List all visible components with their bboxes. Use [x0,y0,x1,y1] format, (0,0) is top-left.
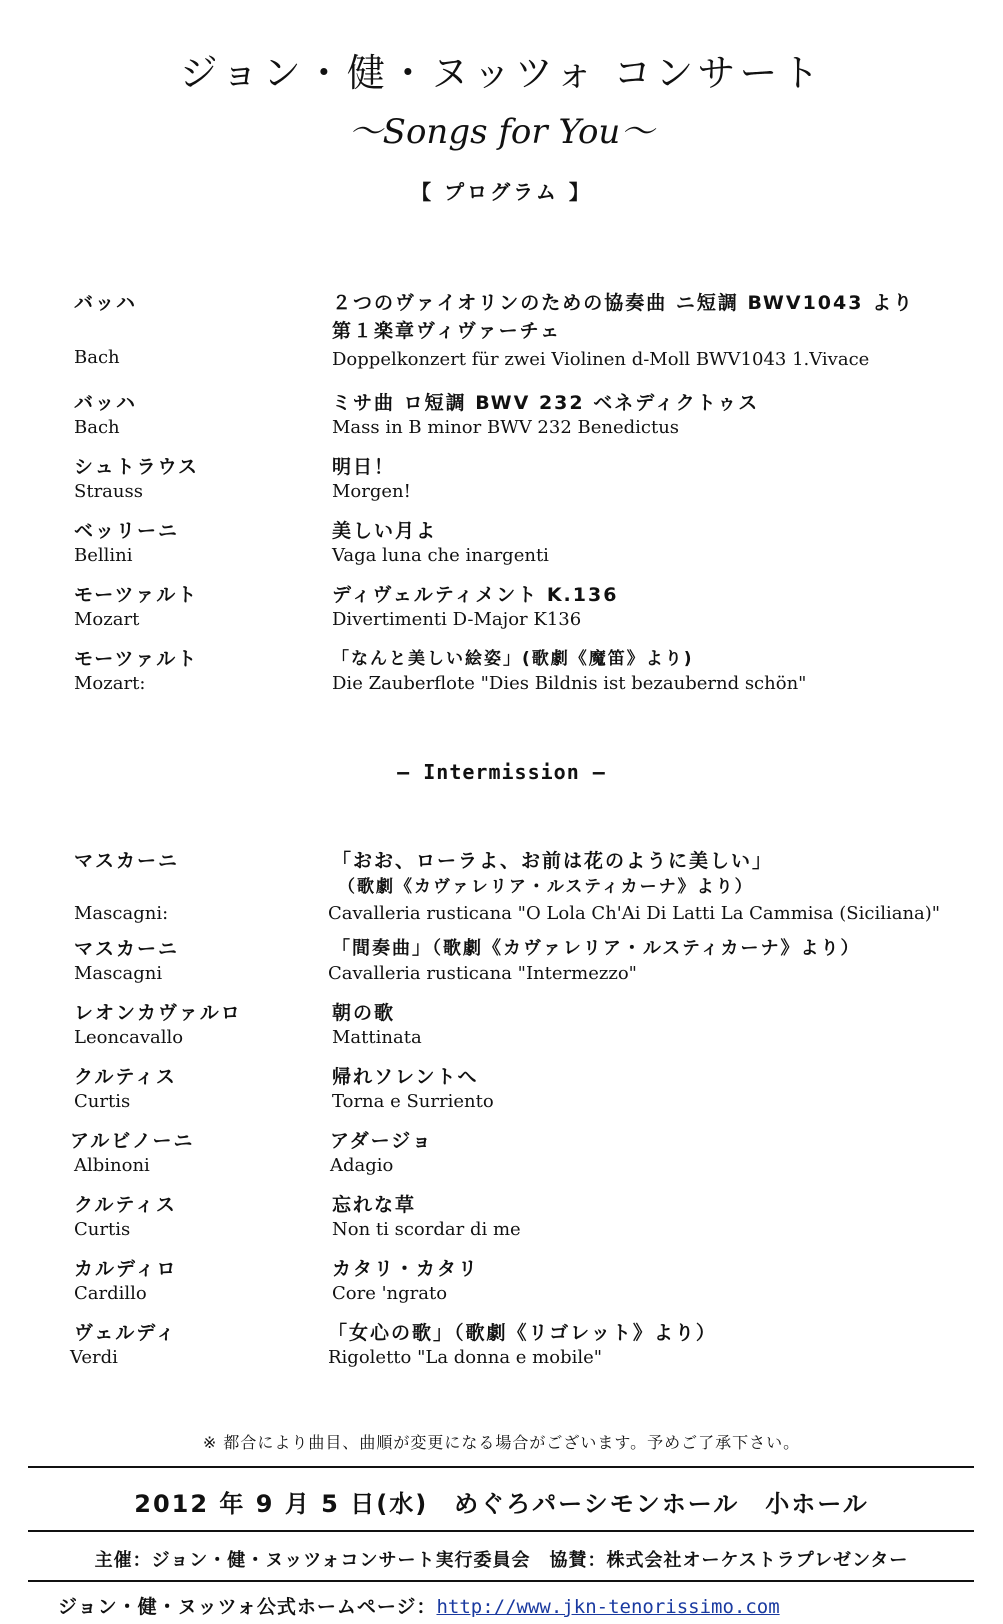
concert-title: ジョン・健・ヌッツォ コンサート [179,51,824,95]
work-jp: 「女心の歌」（歌劇《リゴレット》より） [328,1322,717,1344]
homepage-link[interactable]: http://www.jkn-tenorissimo.com [436,1596,780,1618]
composer-en: Bellini [74,545,133,566]
work-en: Mattinata [332,1027,422,1048]
composer-jp: バッハ [74,392,138,414]
divider [28,1530,974,1532]
work-en: Cavalleria rusticana "Intermezzo" [328,963,637,984]
work-jp: ディヴェルティメント K.136 [332,584,619,606]
composer-jp: ベッリーニ [74,520,180,542]
composer-en: Albinoni [74,1155,150,1176]
composer-en: Verdi [70,1347,118,1368]
composer-jp: モーツァルト [74,584,199,606]
work-jp: 美しい月よ [332,520,438,542]
work-jp-line2: 第１楽章ヴィヴァーチェ [332,320,562,342]
composer-jp: クルティス [74,1194,177,1216]
program-change-notice: ※ 都合により曲目、曲順が変更になる場合がございます。予めご了承下さい。 [202,1433,801,1452]
divider [28,1466,974,1468]
composer-en: Strauss [74,481,143,502]
work-jp: アダージョ [330,1130,433,1152]
work-en: Non ti scordar di me [332,1219,521,1240]
composer-jp: シュトラウス [74,456,200,478]
work-en: Core 'ngrato [332,1283,448,1304]
work-jp: 明日！ [332,456,396,478]
work-en: Mass in B minor BWV 232 Benedictus [332,417,680,438]
concert-subtitle: 〜Songs for You〜 [348,112,655,152]
homepage-line [58,1592,780,1619]
program-heading: 【 プログラム 】 [411,180,592,204]
composer-en: Curtis [74,1091,131,1112]
work-jp: 「おお、ローラよ、お前は花のように美しい」 [332,850,774,872]
composer-en: Mozart [74,609,140,630]
composer-jp: マスカーニ [74,850,180,872]
work-jp: 「間奏曲」（歌劇《カヴァレリア・ルスティカーナ》より） [332,938,861,959]
composer-en: Mascagni [74,963,163,984]
composer-jp: マスカーニ [74,938,180,960]
work-jp: ２つのヴァイオリンのための協奏曲 ニ短調 BWV1043 より [332,292,915,314]
date-venue: 2012 年 9 月 5 日(水) めぐろパーシモンホール 小ホール [134,1490,869,1518]
work-en: Vaga luna che inargenti [332,545,549,566]
work-en: Doppelkonzert für zwei Violinen d-Moll BWV1043 1.Vivace [332,349,870,370]
composer-en: Curtis [74,1219,131,1240]
work-jp: 帰れソレントへ [332,1066,479,1088]
work-en: Torna e Surriento [332,1091,494,1112]
work-jp: 朝の歌 [332,1002,396,1024]
composer-jp: バッハ [74,292,138,314]
composer-en: Leoncavallo [74,1027,184,1048]
work-jp: ミサ曲 ロ短調 BWV 232 ベネディクトゥス [332,392,760,414]
composer-jp: モーツァルト [74,648,199,670]
composer-jp: ヴェルディ [74,1322,177,1344]
composer-en: Mascagni: [74,903,169,924]
composer-jp: レオンカヴァルロ [74,1002,242,1024]
composer-jp: カルディロ [74,1258,178,1280]
work-en: Divertimenti D-Major K136 [332,609,582,630]
composer-en: Bach [74,347,120,368]
divider [28,1580,974,1582]
work-en: Morgen! [332,481,411,502]
composer-en: Cardillo [74,1283,147,1304]
work-en: Adagio [330,1155,394,1176]
work-en: Die Zauberflote "Dies Bildnis ist bezaubernd schön" [332,673,807,694]
composer-en: Mozart: [74,673,146,694]
composer-jp: クルティス [74,1066,177,1088]
sponsor-line: 主催：ジョン・健・ヌッツォコンサート実行委員会 協賛：株式会社オーケストラプレゼンター [94,1550,909,1571]
work-jp-line2: （歌劇《カヴァレリア・ルスティカーナ》より） [338,877,754,897]
composer-jp: アルビノーニ [70,1130,195,1152]
work-jp: カタリ・カタリ [332,1258,480,1280]
work-en: Cavalleria rusticana "O Lola Ch'Ai Di Latti La Cammisa (Siciliana)" [328,903,941,924]
work-jp: 「なんと美しい絵姿」(歌劇《魔笛》より) [332,649,694,669]
work-en: Rigoletto "La donna e mobile" [328,1347,603,1368]
intermission-label: — Intermission — [397,760,606,784]
composer-en: Bach [74,417,120,438]
homepage-label: ジョン・健・ヌッツォ公式ホームページ： [58,1596,437,1618]
work-jp: 忘れな草 [332,1194,417,1216]
